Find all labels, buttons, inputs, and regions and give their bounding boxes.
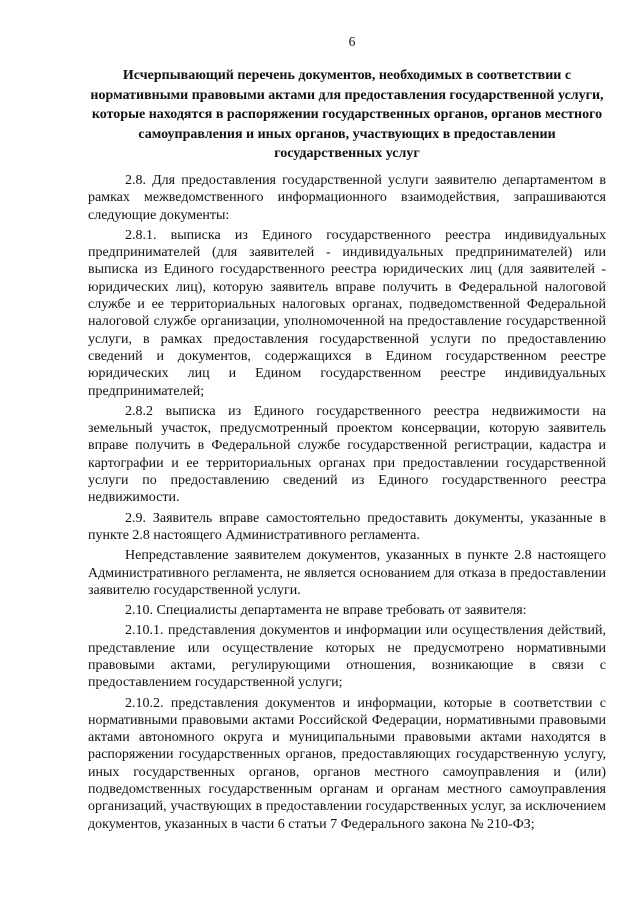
page-number: 6 (348, 34, 356, 49)
section-title: Исчерпывающий перечень документов, необходимых в соответствии с нормативными правовыми актами для предоставления государственной услуги, которые находятся в распоряжении государственных органов, органов местного самоуправления и иных органов, участвующих в предоставлении государственных услуг (90, 68, 604, 162)
paragraph-2-8-1: 2.8.1. выписка из Единого государственного реестра индивидуальных предпринимателей (для заявителей - индивидуальных предпринимателей) или выписка из Единого государственного реестра юридических лиц (для заявителей - юридических лиц), которую заявитель вправе получить в Федеральной налоговой службе и ее территориальных налоговых органах, подведомственной Федеральной налоговой службе организации, уполномоченной на предоставление государственной услуги, в рамках предоставления государственной услуги по предоставлению сведений и документов, содержащихся в Едином государственном реестре юридических лиц и Едином государственном реестре индивидуальных предпринимателей; (88, 227, 606, 399)
paragraph-non-submission: Непредставление заявителем документов, указанных в пункте 2.8 настоящего Административного регламента, не является основанием для отказа в предоставлении заявителю государственной услуги. (88, 548, 606, 598)
document-body (88, 172, 606, 833)
paragraph-2-10-2: 2.10.2. представления документов и информации, которые в соответствии с нормативными правовыми актами Российской Федерации, нормативными правовыми актами автономного округа и муниципальными правовыми актами находятся в распоряжении государственных органов, предоставляющих государственную услугу, иных государственных органов, органов местного самоуправления и (или) подведомственных государственным органам и органам местного самоуправления организаций, участвующих в предоставлении государственных услуг, за исключением документов, указанных в части 6 статьи 7 Федерального закона № 210-ФЗ; (88, 695, 606, 832)
paragraph-2-9: 2.9. Заявитель вправе самостоятельно предоставить документы, указанные в пункте 2.8 настоящего Административного регламента. (88, 510, 606, 543)
paragraph-2-8-2: 2.8.2 выписка из Единого государственного реестра недвижимости на земельный участок, предусмотренный проектом консервации, которую заявитель вправе получить в Федеральной службе государственной регистрации, кадастра и картографии и ее территориальных органах при предоставлении государственной услуги по предоставлению сведений из Единого государственного реестра недвижимости. (88, 403, 606, 506)
paragraph-2-10-1: 2.10.1. представления документов и информации или осуществления действий, представление или осуществление которых не предусмотрено нормативными правовыми актами, регулирующими отношения, возникающие в связи с предоставлением государственной услуги; (88, 623, 606, 691)
paragraph-2-8: 2.8. Для предоставления государственной услуги заявителю департаментом в рамках межведомственного информационного взаимодействия, запрашиваются следующие документы: (88, 172, 606, 223)
paragraph-2-10: 2.10. Специалисты департамента не вправе требовать от заявителя: (125, 603, 527, 619)
